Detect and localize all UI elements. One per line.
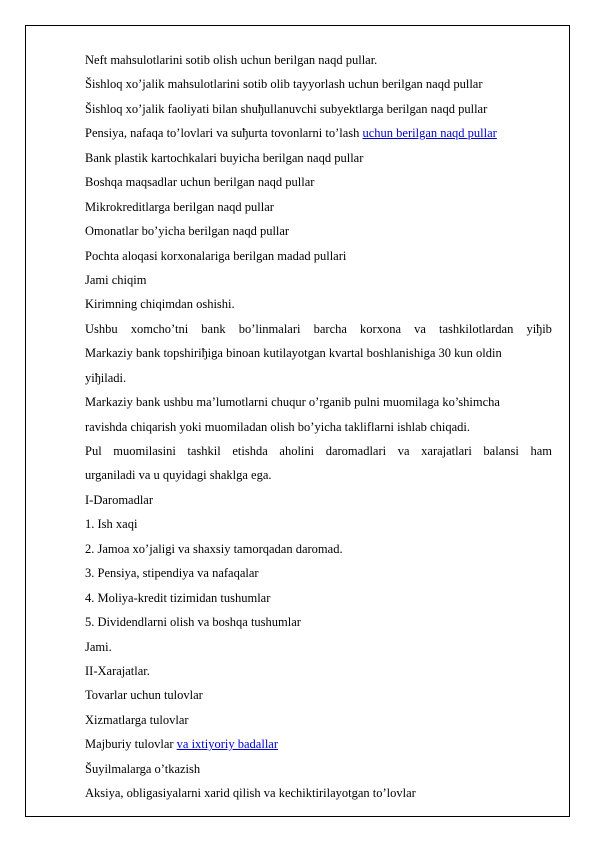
text-line: Šishloq xo’jalik mahsulotlarini sotib olib tayyorlash uchun berilgan naqd pullar — [85, 77, 483, 92]
text-line: Mikrokreditlarga berilgan naqd pullar — [85, 199, 274, 214]
text-line: Jami. — [85, 639, 112, 654]
word: ham — [530, 444, 552, 458]
word: Pul — [85, 444, 102, 458]
text-line: Pochta aloqasi korxonalariga berilgan madad pullari — [85, 248, 347, 263]
paragraph-2-line-1: Markaziy bank ushbu ma’lumotlarni chuqur o’rganib pulni muomilaga ko’shimcha — [85, 395, 500, 410]
hyperlink-ixtiyoriy-badallar[interactable]: va ixtiyoriy badallar — [176, 737, 279, 752]
paragraph-3-line-1 — [85, 439, 552, 463]
text-line: Omonatlar bo’yicha berilgan naqd pullar — [85, 224, 290, 239]
hyperlink-naqd-pullar[interactable]: uchun berilgan naqd pullar — [362, 126, 497, 141]
text-line: Tovarlar uchun tulovlar — [85, 688, 203, 703]
text-line: Bank plastik kartochkalari buyicha berilgan naqd pullar — [85, 150, 364, 165]
text-line-with-link — [85, 121, 552, 145]
text-segment: Majburiy tulovlar — [85, 737, 177, 752]
word: barcha — [313, 321, 347, 336]
text-line: Boshqa maqsadlar uchun berilgan naqd pullar — [85, 175, 315, 190]
word: xomcho’tni — [130, 321, 189, 336]
word: yiђib — [526, 321, 552, 336]
list-item: 1. Ish xaqi — [85, 517, 138, 532]
word: bo’linmalari — [238, 321, 301, 336]
word: balansi — [483, 444, 519, 458]
text-line: Neft mahsulotlarini sotib olish uchun berilgan naqd pullar. — [85, 53, 378, 67]
document-body — [85, 48, 552, 806]
word: bank — [201, 321, 226, 336]
paragraph-1-line-1 — [85, 317, 552, 341]
word: aholini — [279, 444, 315, 458]
word: tashkilotlardan — [439, 321, 514, 336]
word: daromadlari — [325, 444, 387, 458]
word: korxona — [360, 321, 401, 336]
paragraph-1-line-2: Markaziy bank topshiriђiga binoan kutilayotgan kvartal boshlanishiga 30 kun oldin — [85, 346, 502, 361]
paragraph-1-line-3: yiђiladi. — [85, 370, 127, 385]
text-line-with-link — [85, 732, 552, 756]
word: etishda — [232, 444, 268, 458]
text-line: Kirimning chiqimdan oshishi. — [85, 297, 235, 312]
text-line: Jami chiqim — [85, 272, 147, 287]
text-segment: Pensiya, nafaqa to’lovlari va suђurta tovonlarni to’lash — [85, 126, 363, 141]
list-item: 3. Pensiya, stipendiya va nafaqalar — [85, 566, 259, 581]
section-heading-income: I-Daromadlar — [85, 492, 154, 507]
section-heading-expenses: II-Xarajatlar. — [85, 663, 150, 678]
paragraph-2-line-2: ravishda chiqarish yoki muomiladan olish bo’yicha takliflarni ishlab chiqadi. — [85, 419, 470, 434]
word: va — [397, 444, 410, 458]
word: xarajatlari — [421, 444, 472, 458]
text-line: Xizmatlarga tulovlar — [85, 712, 189, 727]
word: muomilasini — [113, 444, 176, 458]
text-line: Šuyilmalarga o’tkazish — [85, 761, 201, 776]
paragraph-3-line-2: urganiladi va u quyidagi shaklga ega. — [85, 468, 272, 483]
list-item: 2. Jamoa xo’jaligi va shaxsiy tamorqadan daromad. — [85, 541, 343, 556]
word: va — [414, 321, 426, 336]
text-line: Šishloq xo’jalik faoliyati bilan shuђullanuvchi subyektlarga berilgan naqd pullar — [85, 101, 488, 116]
text-line: Aksiya, obligasiyalarni xarid qilish va kechiktirilayotgan to’lovlar — [85, 786, 416, 801]
word: tashkil — [187, 444, 221, 458]
word: Ushbu — [85, 321, 118, 336]
list-item: 4. Moliya-kredit tizimidan tushumlar — [85, 590, 271, 605]
list-item: 5. Dividendlarni olish va boshqa tushumlar — [85, 615, 301, 630]
